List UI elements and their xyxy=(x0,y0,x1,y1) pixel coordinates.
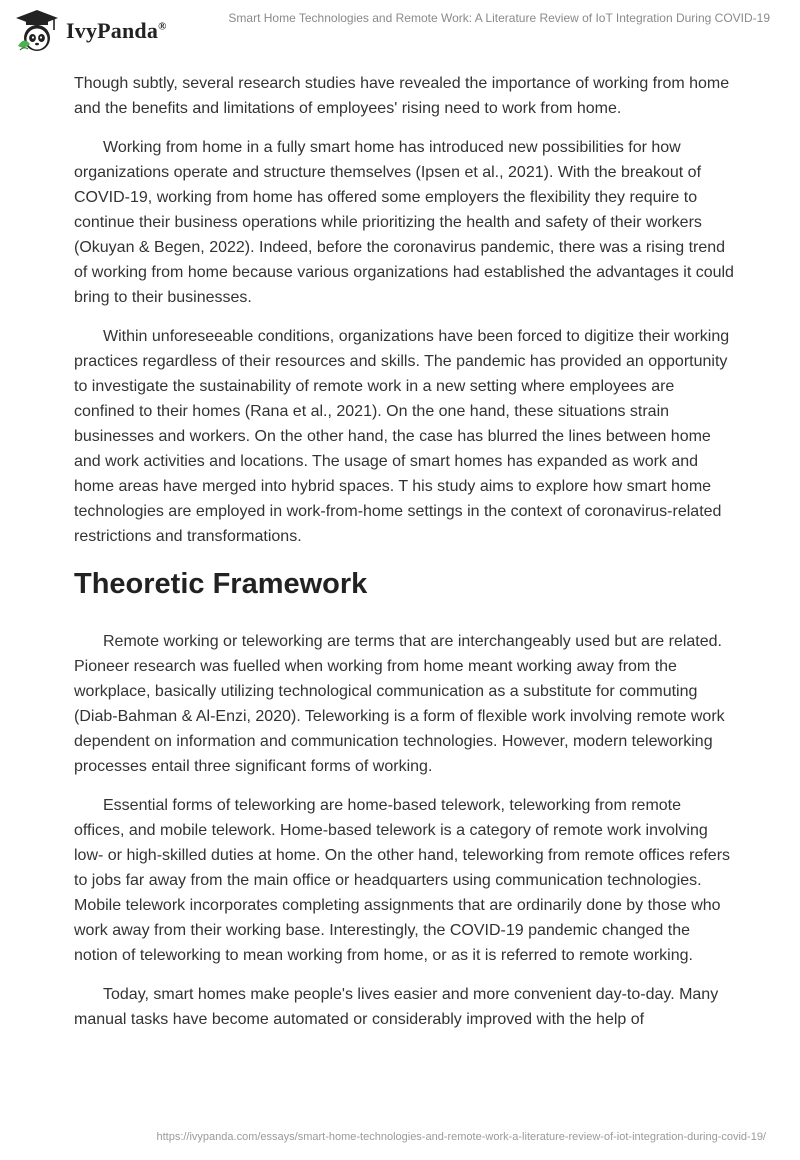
body-paragraph: Within unforeseeable conditions, organizations have been forced to digitize their working practices regardless of their resources and skills. The pandemic has provided an opportunity to investigate the sustainability of remote work in a new setting where employees are confined to their homes (Rana et al., 2021). On the one hand, these situations strain businesses and workers. On the other hand, the case has blurred the lines between home and work activities and locations. The usage of smart homes has expanded as work and home areas have merged into hybrid spaces. T his study aims to explore how smart home technologies are employed in work-from-home settings in the context of coronavirus-related restrictions and transformations. xyxy=(74,328,730,545)
ivypanda-logo[interactable] xyxy=(14,8,167,54)
body-paragraph: Though subtly, several research studies have revealed the importance of working from home and the benefits and limitations of employees' rising need to work from home. xyxy=(74,75,730,117)
body-paragraph: Today, smart homes make people's lives easier and more convenient day-to-day. Many manual tasks have become automated or considerably improved with the help of xyxy=(74,986,719,1028)
section-heading: Theoretic Framework xyxy=(74,568,368,600)
logo-wordmark: IvyPanda® xyxy=(66,18,167,43)
document-title: Smart Home Technologies and Remote Work: A Literature Review of IoT Integration During COVID-19 xyxy=(228,11,770,25)
panda-graduate-icon xyxy=(14,8,60,54)
page-header xyxy=(0,0,800,60)
body-paragraph: Working from home in a fully smart home has introduced new possibilities for how organizations operate and structure themselves (Ipsen et al., 2021). With the breakout of COVID-19, working from home has offered some employers the flexibility they require to continue their business operations while prioritizing the health and safety of their workers (Okuyan & Begen, 2022). Indeed, before the coronavirus pandemic, there was a rising trend of working from home because various organizations had established the advantages it could bring to their businesses. xyxy=(74,139,734,306)
source-url[interactable]: https://ivypanda.com/essays/smart-home-technologies-and-remote-work-a-literature-review-of-iot-integration-during-covid-19/ xyxy=(156,1131,766,1143)
body-paragraph: Remote working or teleworking are terms that are interchangeably used but are related. Pioneer research was fuelled when working from home meant working away from the workplace, basically utilizing technological communication as a substitute for commuting (Diab-Bahman & Al-Enzi, 2020). Teleworking is a form of flexible work involving remote work dependent on information and communication technologies. However, modern teleworking processes entail three significant forms of working. xyxy=(74,633,725,775)
body-paragraph: Essential forms of teleworking are home-based telework, teleworking from remote offices, and mobile telework. Home-based telework is a category of remote work involving low- or high-skilled duties at home. On the other hand, teleworking from remote offices refers to jobs far away from the main office or headquarters using communication technologies. Mobile telework incorporates completing assignments that are ordinarily done by those who work away from their working base. Interestingly, the COVID-19 pandemic changed the notion of teleworking to mean working from home, or as it is referred to remote working. xyxy=(74,797,731,964)
essay-body xyxy=(74,71,734,1046)
